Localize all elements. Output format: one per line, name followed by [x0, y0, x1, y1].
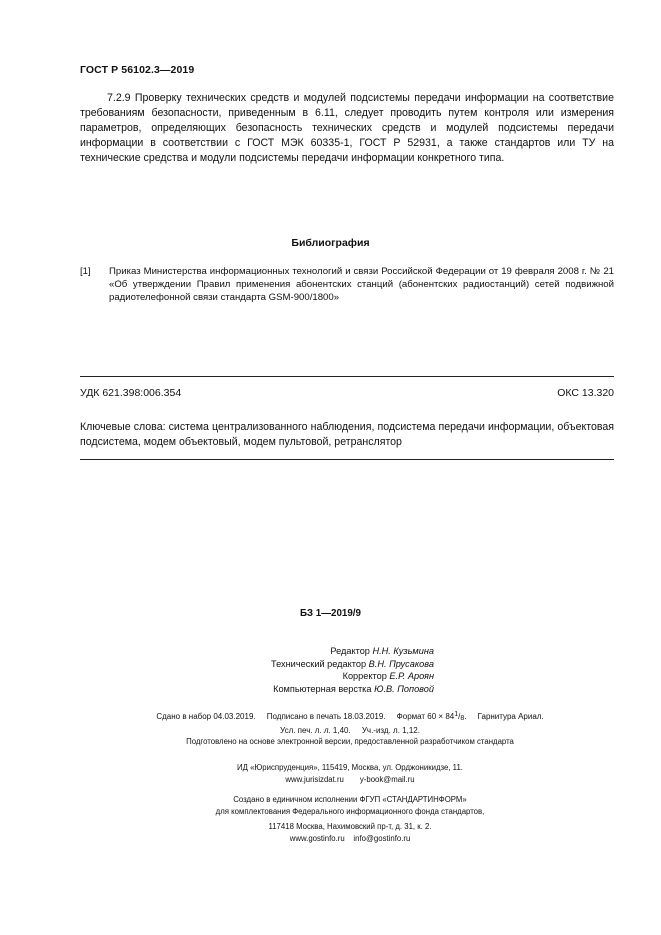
bibliography-entry — [80, 265, 614, 305]
credit-line: Технический редактор В.Н. Прусакова — [271, 658, 434, 669]
clause-7-2-9 — [80, 91, 614, 166]
created-line-2: для комплектования Федерального информационного фонда стандартов, — [215, 806, 485, 816]
publisher-line: ИД «Юриспруденция», 115419, Москва, ул. Орджоникидзе, 11. — [237, 763, 463, 772]
page-header: ГОСТ Р 56102.3—2019 — [80, 64, 195, 76]
credit-line: Редактор Н.Н. Кузьмина — [330, 646, 434, 656]
print-details-line1: Сдано в набор 04.03.2019. Подписано в печать 18.03.2019. Формат $60 \times 84^1/_8$. Гарнитура Ариал. — [156, 711, 544, 722]
divider-bottom — [80, 459, 614, 460]
divider-top — [80, 376, 614, 377]
keywords: Ключевые слова: система централизованного наблюдения, подсистема передачи информации, объектовая подсистема, модем объектовый, модем пультовой, ретранслятор — [80, 421, 614, 448]
publisher-contacts: www.jurisizdat.ru y-book@mail.ru — [285, 774, 415, 784]
prepared-note: Подготовлено на основе электронной версии, предоставленной разработчиком стандарта — [186, 737, 514, 746]
credit-line: Компьютерная верстка Ю.В. Поповой — [273, 683, 434, 694]
credit-line: Корректор Е.Р. Ароян — [342, 671, 434, 682]
udk-code: УДК 621.398:006.354 — [80, 387, 182, 399]
bibliography-title: Библиография — [291, 237, 370, 249]
created-line-1: Создано в единичном исполнении ФГУП «СТАНДАРТИНФОРМ» — [233, 795, 467, 804]
standartinform-block — [95, 794, 605, 817]
clause-text: 7.2.9 Проверку технических средств и модулей подсистемы передачи информации на соответствие требованиям безопасности, приведенным в 6.11, следует проводить путем контроля или измерения параметров, определяющих безопасность технических средств и модулей подсистемы передачи информации в соответствии с ГОСТ МЭК 60335-1, ГОСТ Р 52931, а также стандартов или ТУ на технические средства и модули подсистемы передачи информации конкретного типа. — [80, 92, 614, 164]
bibliography-entry-number: [1] — [80, 266, 91, 277]
credits-block — [150, 645, 434, 695]
address-contacts: www.gostinfo.ru info@gostinfo.ru — [289, 833, 411, 843]
oks-code: ОКС 13.320 — [557, 387, 614, 399]
print-details-line2: Усл. печ. л. л. 1,40. Уч.-изд. л. 1,12. — [280, 725, 420, 735]
bz-number: БЗ 1—2019/9 — [300, 608, 361, 619]
print-details — [95, 709, 605, 736]
bibliography-entry-text: Приказ Министерства информационных технологий и связи Российской Федерации от 19 февраля 2008 г. № 21 «Об утверждении Правил применения абонентских станций (абонентских радиостанций) сетей подвижной радиотелефонной связи стандарта GSM-900/1800» — [109, 266, 614, 304]
address-block — [95, 821, 605, 844]
address-line: 117418 Москва, Нахимовский пр-т, д. 31, к. 2. — [268, 822, 432, 831]
publisher-block — [95, 762, 605, 785]
